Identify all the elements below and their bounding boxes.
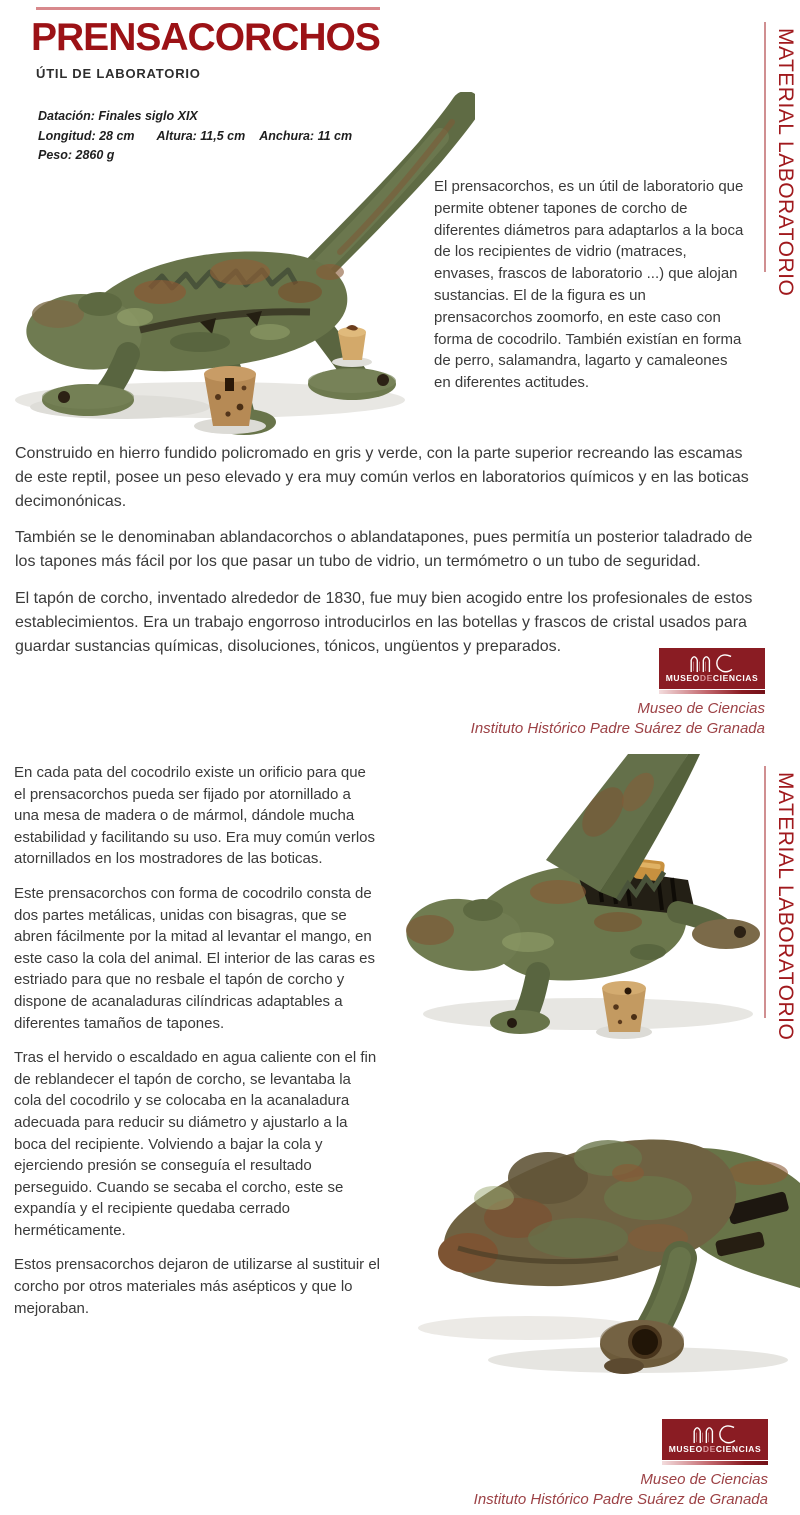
- logo-gradient-stripe: [659, 690, 765, 694]
- museum-credit-institute: Instituto Histórico Padre Suárez de Granada: [473, 1490, 768, 1508]
- museo-de-ciencias-logo: [662, 1419, 768, 1460]
- wordmark-museo: MUSEO: [665, 673, 700, 683]
- title-rule: [36, 7, 380, 10]
- photo-prensacorchos-overview: [0, 92, 475, 438]
- page-title: PRENSACORCHOS: [31, 16, 380, 59]
- photo-prensacorchos-open: [388, 752, 762, 1076]
- logo-wordmark: [662, 1444, 768, 1454]
- section1-paragraphs: [15, 442, 763, 671]
- intro-paragraph: El prensacorchos, es un útil de laboratorio que permite obtener tapones de corcho de diferentes diámetros para adaptarlos a la boca de los recipientes de vidrio (matraces, envases, frascos de laboratorio ...) que alojan sustancias. El de la figura es un prensacorchos zoomorfo, en este caso con forma de cocodrilo. También existían en forma de perro, salamandra, lagarto y camaleones en diferentes actitudes.: [434, 178, 744, 392]
- museo-de-ciencias-logo: [659, 648, 765, 689]
- museum-credit-name: Museo de Ciencias: [637, 700, 765, 717]
- sidebar-vertical-label-2: [764, 766, 797, 1040]
- crocodile-open-illustration: [388, 752, 762, 1076]
- spec-weight: Peso: 2860 g: [38, 148, 115, 162]
- sidebar-rule: [764, 22, 766, 272]
- mc-monogram-icon: [689, 1423, 741, 1444]
- wordmark-museo: MUSEO: [668, 1444, 703, 1454]
- logo-wordmark: [659, 673, 765, 683]
- paragraph: El tapón de corcho, inventado alrededor de 1830, fue muy bien acogido entre los profesionales de estos establecimientos. Era un trabajo engorroso introducirlos en las botellas y frascos de cristal usados para guardar sustancias químicas, disoluciones, tónicos, ungüentos y preparados.: [15, 589, 753, 655]
- page-subtitle: ÚTIL DE LABORATORIO: [36, 66, 201, 81]
- photo-head-detail: [398, 1078, 800, 1392]
- sidebar-rule: [764, 766, 766, 1018]
- sidebar-label-text: MATERIAL LABORATORIO: [774, 772, 797, 1041]
- paragraph: Construido en hierro fundido policromado en gris y verde, con la parte superior recreando las escamas de este reptil, posee un peso elevado y era muy común verlos en laboratorios químicos y en las boticas decimonónicas.: [15, 445, 749, 510]
- mc-monogram-icon: [686, 652, 738, 673]
- sidebar-vertical-label-1: [764, 22, 797, 296]
- logo-gradient-stripe: [662, 1461, 768, 1465]
- crocodile-head-illustration: [398, 1078, 800, 1392]
- museum-credit-name: Museo de Ciencias: [640, 1471, 768, 1488]
- museum-signature-block: [345, 648, 765, 738]
- sidebar-label-text: MATERIAL LABORATORIO: [774, 28, 797, 297]
- paragraph: También se le denominaban ablandacorchos o ablandatapones, pues permitía un posterior taladrado de los tapones más fácil por los que pasar un tubo de vidrio, un termómetro o un tubo de seguridad.: [15, 529, 753, 571]
- wordmark-ciencias: CIENCIAS: [715, 1444, 762, 1454]
- wordmark-ciencias: CIENCIAS: [712, 673, 759, 683]
- spec-dating: Datación: Finales siglo XIX: [38, 109, 198, 123]
- spec-width: Anchura: 11 cm: [259, 128, 353, 143]
- wordmark-de: DE: [702, 1444, 716, 1454]
- museum-signature-block: [348, 1419, 768, 1509]
- crocodile-press-illustration: [0, 92, 475, 438]
- spec-length: Longitud: 28 cm: [38, 128, 135, 143]
- paragraph: Estos prensacorchos dejaron de utilizarse al sustituir el corcho por otros materiales más asépticos y que lo mejoraban.: [14, 1256, 381, 1317]
- paragraph: Tras el hervido o escaldado en agua caliente con el fin de reblandecer el tapón de corcho, se levantaba la cola del cocodrilo y se colocaba en la acanaladura adecuada para reducir su diámetro y ajustarlo a la boca del recipiente. Volviendo a bajar la cola y ejerciendo presión se conseguía el resultado perseguido. Cuando se secaba el corcho, este se expandía y el recipiente quedaba cerrado herméticamente.: [14, 1049, 377, 1239]
- paragraph: Este prensacorchos con forma de cocodrilo consta de dos partes metálicas, unidas con bisagras, que se abren fácilmente por la mitad al levantar el mango, en este caso la cola del animal. El interior de las caras es estriado para que no resbale el tapón de corcho y dispone de acanaladuras cilíndricas adaptables a diferentes tamaños de tapones.: [14, 884, 376, 1032]
- paragraph: En cada pata del cocodrilo existe un orificio para que el prensacorchos pueda ser fijado por atornillado a una mesa de madera o de mármol, dándole mucha estabilidad y facilitando su uso. Era muy común verlos atornillados en los mostradores de las boticas.: [14, 764, 376, 868]
- wordmark-de: DE: [699, 673, 713, 683]
- spec-height: Altura: 11,5 cm: [156, 128, 246, 143]
- museum-credit-institute: Instituto Histórico Padre Suárez de Granada: [470, 719, 765, 737]
- section2-paragraphs: [14, 762, 380, 1332]
